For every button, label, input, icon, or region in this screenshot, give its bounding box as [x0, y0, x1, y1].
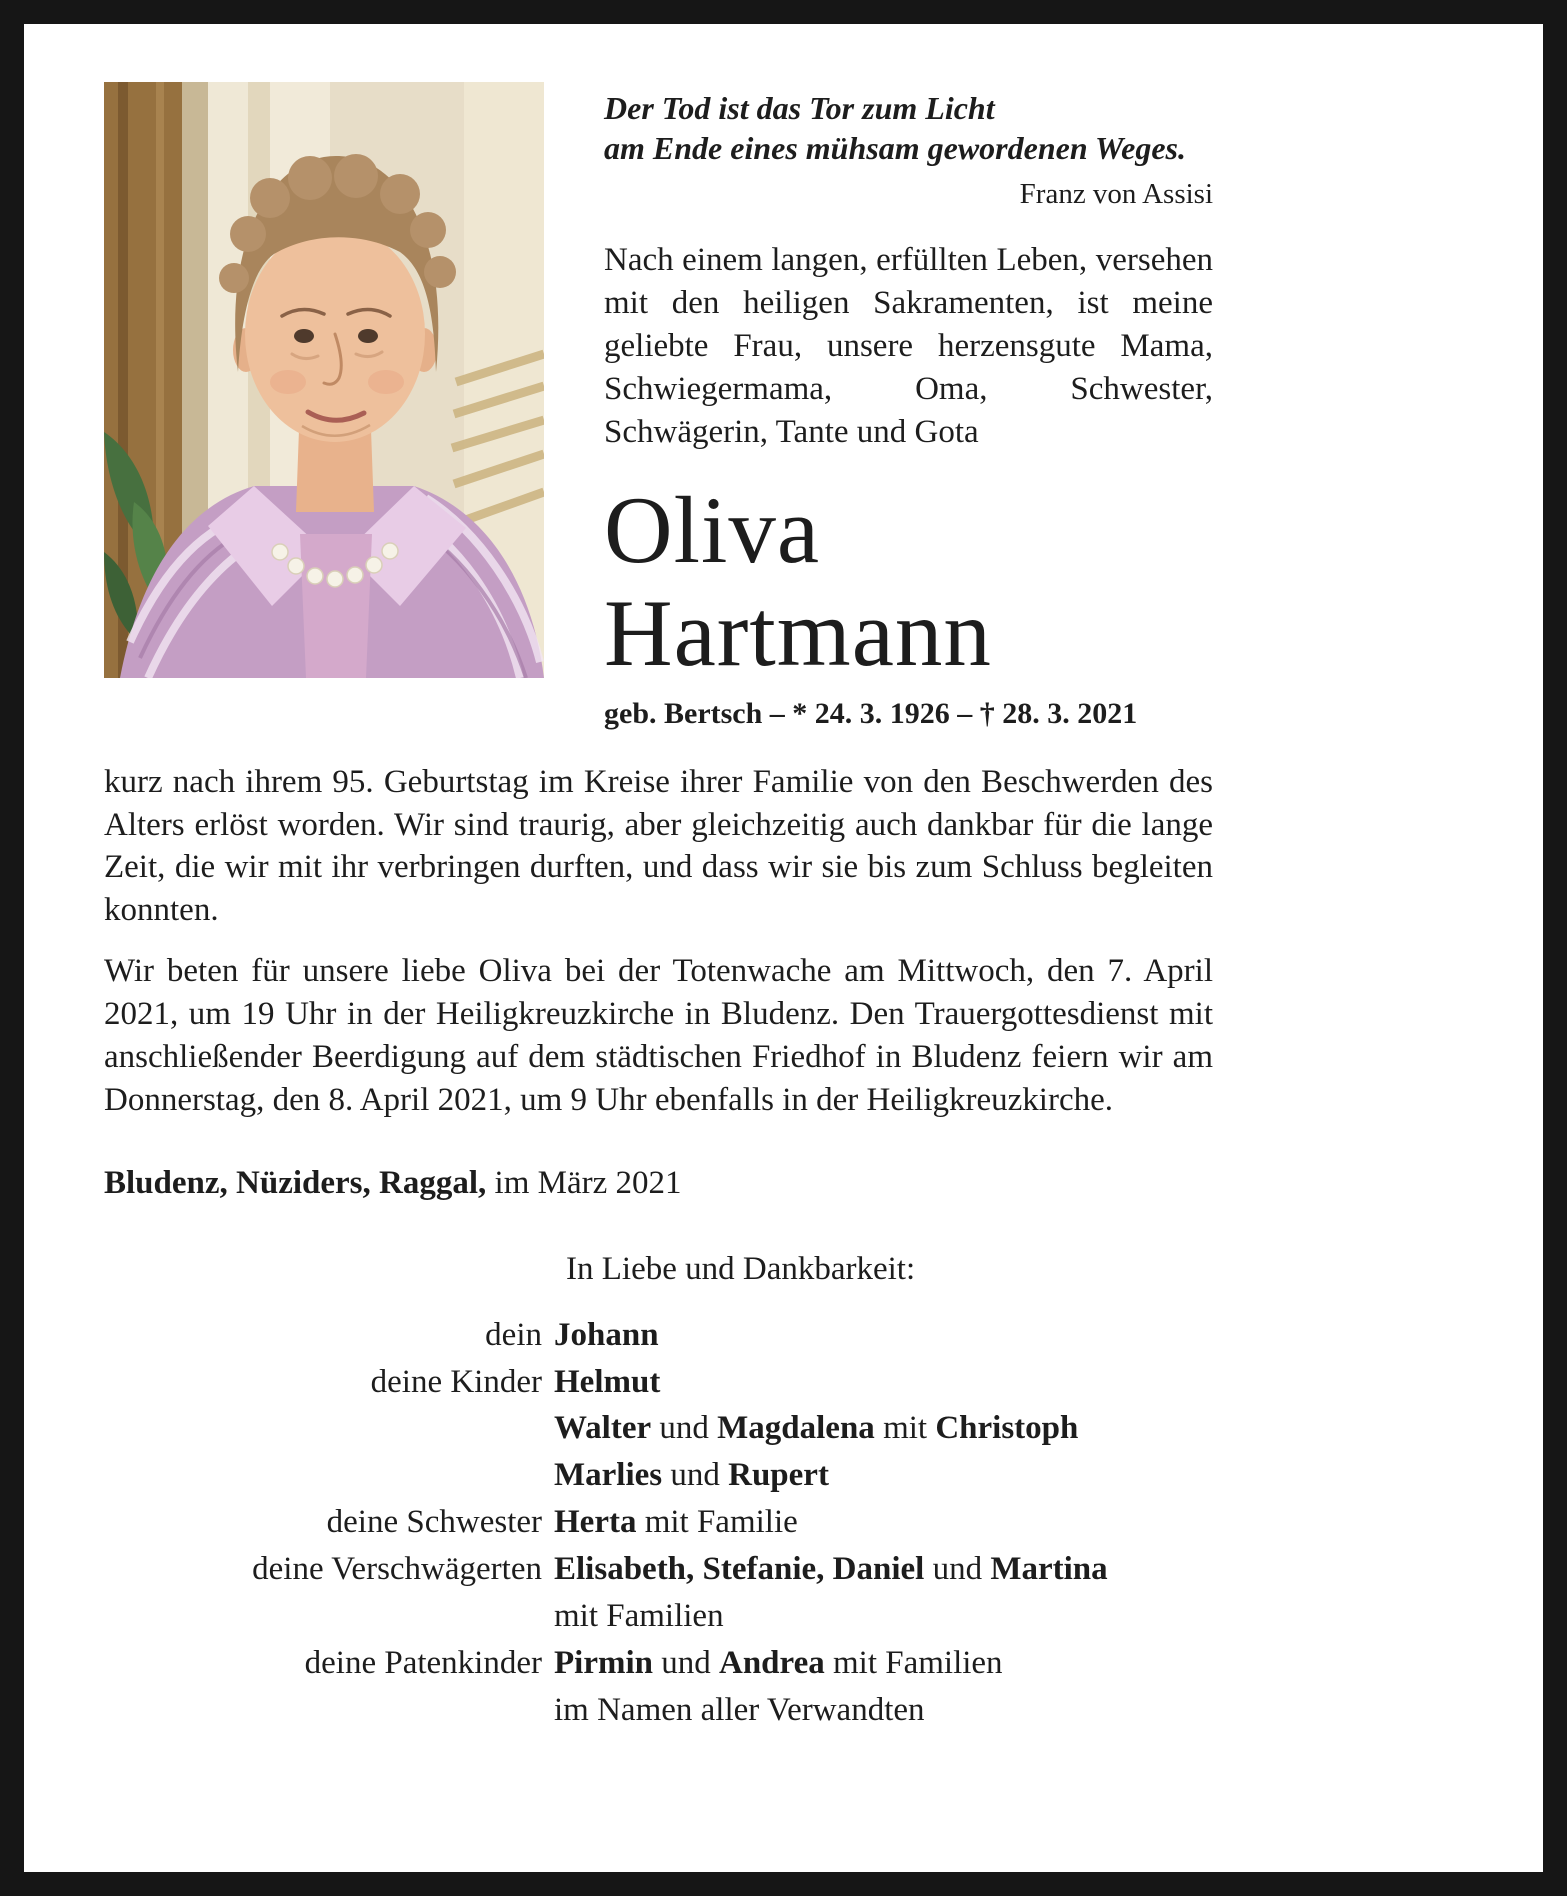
family-section — [104, 1251, 1213, 1734]
family-relation-label: deine Schwester — [326, 1504, 542, 1541]
family-names: Elisabeth, Stefanie, Daniel und Martina — [554, 1550, 1108, 1587]
family-row — [104, 1687, 1213, 1734]
deceased-last-name: Hartmann — [604, 580, 992, 687]
closing-date: im März 2021 — [486, 1164, 682, 1201]
obituary-paragraph-2: Wir beten für unsere liebe Oliva bei der Totenwache am Mittwoch, den 7. April 2021, um 19 Uhr in der Heiligkreuzkirche in Bludenz. Den Trauergottesdienst mit anschließender Beerdigung auf dem städtischen Friedhof in Bludenz feiern wir am Donnerstag, den 8. April 2021, um 9 Uhr ebenfalls in der Heiligkreuzkirche. — [104, 953, 1213, 1118]
header-text-column — [604, 82, 1213, 731]
family-relation-label: dein — [485, 1316, 542, 1353]
obituary-paragraph-1: kurz nach ihrem 95. Geburtstag im Kreise ihrer Familie von den Beschwerden des Alters erlöst worden. Wir sind traurig, aber gleichzeitig auch dankbar für die lange Zeit, die wir mit ihr verbringen durften, und dass wir sie bis zum Schluss begleiten konnten. — [104, 763, 1213, 929]
family-relation-label: deine Verschwägerten — [252, 1550, 542, 1587]
family-names: im Namen aller Verwandten — [554, 1691, 925, 1728]
family-relation-label — [104, 1452, 554, 1499]
family-row — [104, 1640, 1213, 1687]
family-intro: In Liebe und Dankbarkeit: — [566, 1250, 916, 1287]
family-names: mit Familien — [554, 1597, 724, 1634]
deceased-name — [604, 477, 1213, 687]
quote-attribution: Franz von Assisi — [1019, 178, 1213, 210]
family-relation-label — [104, 1593, 554, 1640]
family-relation-label — [104, 1687, 554, 1734]
family-names: Walter und Magdalena mit Christoph — [554, 1410, 1079, 1447]
family-names: Marlies und Rupert — [554, 1457, 829, 1494]
family-relation-label: deine Patenkinder — [304, 1644, 542, 1681]
family-names: Pirmin und Andrea mit Familien — [554, 1644, 1003, 1681]
family-row — [104, 1359, 1213, 1406]
family-names: Helmut — [554, 1363, 661, 1400]
deceased-first-name: Oliva — [604, 477, 821, 584]
portrait-photo — [104, 82, 544, 678]
header-section — [104, 82, 1213, 731]
quote-line-2: am Ende eines mühsam gewordenen Weges. — [604, 130, 1186, 166]
life-dates: geb. Bertsch – * 24. 3. 1926 – † 28. 3. 2021 — [604, 696, 1138, 730]
closing-line — [104, 1162, 1213, 1205]
portrait-illustration — [104, 82, 544, 678]
closing-places: Bludenz, Nüziders, Raggal, — [104, 1164, 487, 1201]
family-row — [104, 1405, 1213, 1452]
family-names: Johann — [554, 1316, 659, 1353]
quote — [604, 88, 1213, 168]
family-row — [104, 1312, 1213, 1359]
family-list — [104, 1312, 1213, 1734]
family-relation-label: deine Kinder — [370, 1363, 542, 1400]
family-names: Herta mit Familie — [554, 1504, 798, 1541]
family-row — [104, 1499, 1213, 1546]
family-row — [104, 1593, 1213, 1640]
family-row — [104, 1452, 1213, 1499]
family-relation-label — [104, 1405, 554, 1452]
family-row — [104, 1546, 1213, 1593]
quote-line-1: Der Tod ist das Tor zum Licht — [604, 90, 995, 126]
intro-paragraph: Nach einem langen, erfüllten Leben, versehen mit den heiligen Sakramenten, ist meine geliebte Frau, unsere herzensgute Mama, Schwiegermama, Oma, Schwester, Schwägerin, Tante und Gota — [604, 242, 1213, 450]
